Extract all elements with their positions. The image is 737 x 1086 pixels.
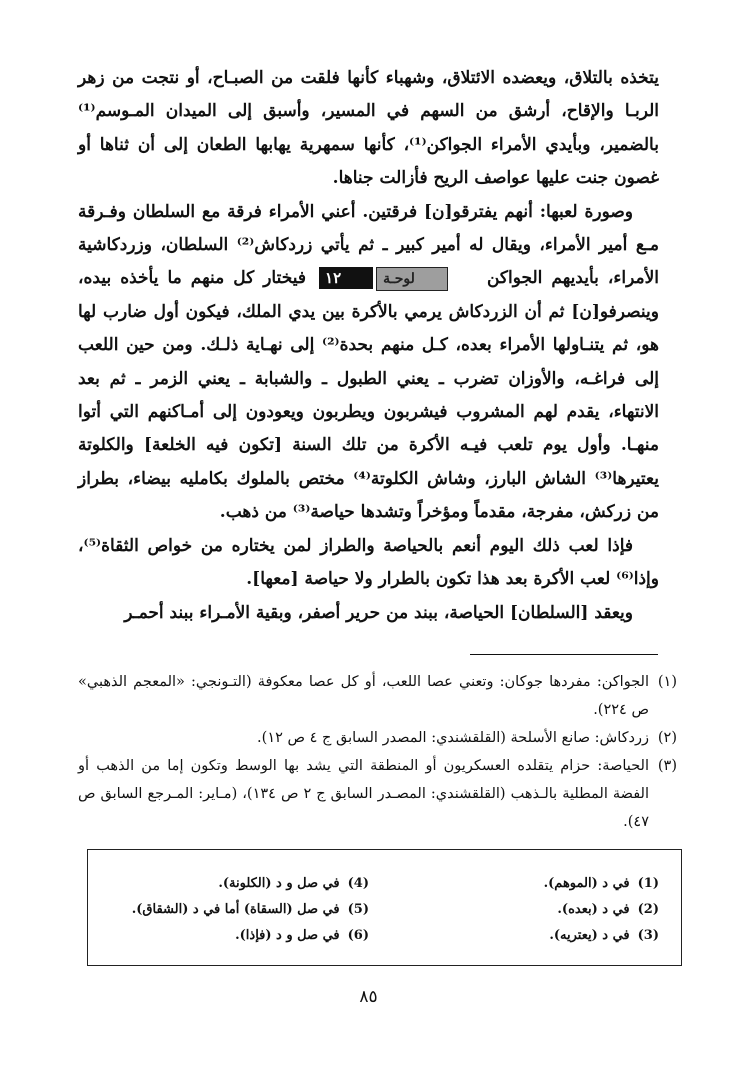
text-line: بأيديهم الجواكن: [486, 268, 599, 289]
variant-note: [557, 902, 659, 917]
paragraph-1: [78, 62, 659, 196]
variant-text: في د (بعده).: [557, 902, 630, 917]
plate-number: ١٢: [319, 267, 373, 289]
text-line: فيختار كل منهم ما يأخذه بيده، وينصرفو[ن] ثم أن: [78, 268, 659, 322]
variant-number: (1): [637, 876, 659, 891]
footnote-text: الحياصة: حزام يتقلده العسكريون أو المنطقة التي يشد بها الوسط وتكون إما من الذهب أو الفضة المطلية بالـذهب (القلقشندي: المصـدر السابق ج ٢ ص ١٣٤)، (مـاير: المـرجع السابق ص ٤٧).: [78, 758, 650, 830]
footnote-separator: [470, 654, 658, 655]
text-line: أمير الأمراء، ويقال له أمير كبير ـ ثم يأتي زردكاش⁽²⁾ السلطان، وزردكاشية الأمراء،: [78, 235, 660, 289]
variant-note: [544, 876, 659, 891]
variant-number: (6): [347, 928, 369, 943]
text-line: وصورة لعبها: أنهم يفترقو[ن] فرقتين. أعني الأمراء فرقة مع السلطان وفـرقة مـع: [78, 201, 659, 256]
text-line: المشروب فيشربون ويطربون ويعودون إلى أمـاكنهم التي أتوا منهـا. وأول يوم تلعب فيـه: [78, 402, 659, 456]
text-line: وتشدها حياصة⁽³⁾ من ذهب.: [219, 502, 412, 523]
footnote-text: الجواكن: مفردها جوكان: وتعني عصا اللعب، أو كل عصا معكوفة (التـونجي: «المعجم الذهبي» ص ٢٢٤).: [78, 674, 649, 718]
text-line: الكلوتة⁽⁴⁾ مختص بالملوك بكامليه بيضاء، بطراز من زركش، مفرجة، مقدماً ومؤخراً: [78, 468, 659, 523]
footnote-number: (٢): [657, 730, 677, 746]
footnote-text: زردكاش: صانع الأسلحة (القلقشندي: المصدر السابق ج ٤ ص ١٢).: [257, 730, 649, 746]
text-line: زهر الربـا والإقاح، أرشق من السهم في المسير، وأسبق إلى الميدان المـوسم⁽¹⁾: [78, 68, 659, 122]
text-line: فإذا لعب ذلك اليوم أنعم بالحياصة والطراز لمن يختاره من خواص الثقاة⁽⁵⁾،: [78, 535, 633, 556]
text-line: غصون جنت عليها عواصف الريح فأزالت جناها.: [332, 168, 659, 189]
text-line: الزردكاش يرمي بالأكرة بين يدي الملك، فيكون أول ضارب لها هو، ثم يتنـاولها: [78, 301, 659, 356]
variant-text: في صل و د (الكلونة).: [218, 876, 340, 891]
paragraph-4: [78, 597, 659, 630]
footnote: [78, 752, 677, 836]
footnotes: [78, 668, 677, 836]
text-line: والأوزان تضرب ـ يعني الطبول ـ والشبابة ـ يعني الزمر ـ ثم بعد الانتهاء، يقدم لهم: [78, 368, 659, 423]
text-line: بالضمير، وبأيدي الأمراء الجواكن⁽¹⁾، كأنها سمهرية يهابها الطعان إلى أن ثناها أو: [78, 134, 659, 155]
variant-note: [235, 928, 369, 943]
variant-number: (3): [637, 928, 659, 943]
footnote: [78, 668, 677, 724]
variant-note: [132, 902, 369, 917]
variant-number: (2): [637, 902, 659, 917]
manuscript-variants-box: [87, 849, 682, 966]
text-line: وإذا⁽⁶⁾ لعب الأكرة بعد هذا تكون بالطرار ولا حياصة [معها].: [246, 569, 659, 590]
variant-text: في صل (السقاة) أما في د (الشقاق).: [131, 902, 340, 917]
variant-text: في د (الموهم).: [543, 876, 630, 891]
variant-note: [218, 876, 369, 891]
page-number: ٨٥: [359, 987, 378, 1007]
footnote: [78, 724, 677, 752]
variant-number: (4): [347, 876, 369, 891]
plate-label: لوحـة: [376, 267, 448, 291]
footnote-number: (٣): [657, 758, 677, 774]
text-line: يتخذه بالتلاق، ويعضده الائتلاق، وشهباء كأنها فلقت من الصبـاح، أو نتجت من: [112, 68, 660, 88]
variant-text: في صل و د (فإذا).: [235, 928, 340, 943]
text-line: ويعقد [السلطان] الحياصة، ببند من حرير أصفر، وبقية الأمـراء ببند أحمـر: [124, 602, 633, 623]
paragraph-3: [78, 530, 659, 597]
footnote-number: (١): [657, 674, 677, 690]
variant-text: في د (يعتريه).: [549, 928, 630, 943]
main-text: [78, 62, 659, 630]
plate-marker: [319, 267, 474, 291]
variant-note: [549, 928, 659, 943]
paragraph-2: [78, 196, 659, 530]
text-line: الأمراء بعده، كـل منهم بحدة⁽²⁾ إلى نهـاية ذلـك. ومن حين اللعب إلى فراغـه،: [78, 335, 660, 389]
text-line: الأكرة من تلك السنة [تكون فيه الخلعة] والكلوتة يعتيرها⁽³⁾ الشاش البارز، وشاش: [78, 435, 659, 489]
variant-number: (5): [347, 902, 369, 917]
